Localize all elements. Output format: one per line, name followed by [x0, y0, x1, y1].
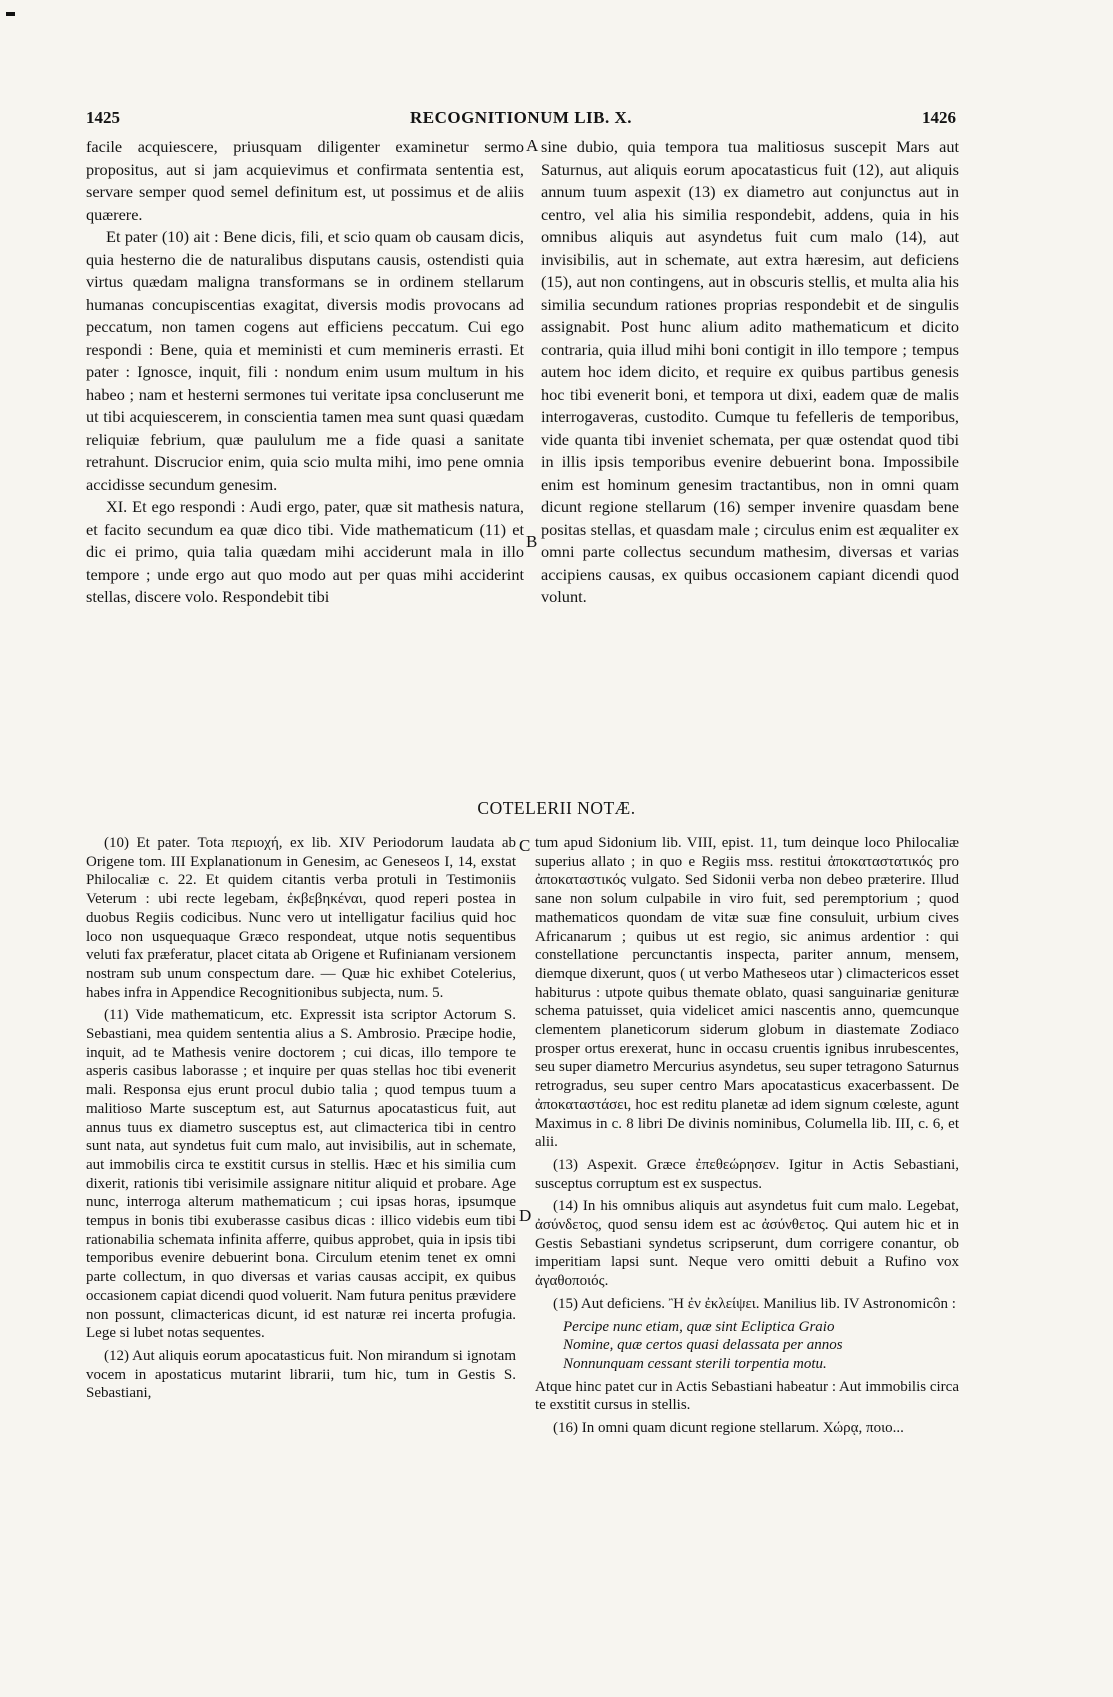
- margin-letter-a: A: [526, 136, 539, 155]
- note-paragraph: (15) Aut deficiens. Ἢ ἐν ἐκλείψει. Manilius lib. IV Astronomicôn :: [553, 1295, 956, 1312]
- note-paragraph: (12) Aut aliquis eorum apocatasticus fuit. Non mirandum si ignotam vocem in apostaticus mutarint librarii, tum hic, tum in Gestis S. Sebastiani,: [86, 1347, 516, 1402]
- main-text-left-column: [86, 136, 524, 609]
- poem-line: Percipe nunc etiam, quæ sint Ecliptica Graio: [563, 1318, 835, 1335]
- margin-letter-c: C: [519, 836, 531, 855]
- page-number-right: 1426: [922, 108, 956, 127]
- note-paragraph: (11) Vide mathematicum, etc. Expressit ista scriptor Actorum S. Sebastiani, mea quidem sententia alius a S. Ambrosio. Præcipe hodie, inquit, ad te Mathesis venire doctorem ; cui dicas, illo tempore te asperis casibus laborasse ; et inquire per quas stellas hoc tibi evenerit mali. Responsa ejus erunt procul dubio talia ; quod tempus tuum a malitioso Marte susceptum est, aut Saturnus apocatasticus fuit, aut annus tuus ex diametro susceptus est, aut climacterica tibi in centro sunt nata, aut syndetus fuit cum malo, aut invisibilis, aut in schemate, aut immobilis circa te exstitit cursus in stellis. Hæc et his similia cum dixerit, rationis tibi verisimile assignare nititur aliquid et probare. Age nunc, interroga alterum mathematicum ; cui ipsas horas, ipsumque tempus in bonis tibi exuberasse casibus dicas : illico videbis eum tibi rationabilia schemata infinita afferre, quibus approbet, quia in ipsis tibi temporibus evenire debuerint bona. Circulum etenim tenet ex omni parte collectum, in quo diversas et varias causas accipit, ex quibus occasionem capiat dicendi quod voluerit. Nam futura penitus prævidere non possunt, climactericas dicunt, id est naturæ rei incerta profugia. Lege si lubet notas sequentes.: [86, 1007, 516, 1342]
- note-paragraph: (10) Et pater. Tota περιοχή, ex lib. XIV Periodorum laudata ab Origene tom. III Explanationum in Genesim, ac Geneseos I, 14, exstat Philocaliæ c. 22. Et quidem citantis verba protuli in Testimoniis Veterum : ubi recte legebam, ἐκβεβηκέναι, quod reperi postea in duobus Regiis codicibus. Nunc vero ut intelligatur facilius quid hoc loco non usquequaque Græco respondeat, utque notis sequentibus veluti fax præferatur, placet citata ab Origene et Rufinianam versionem nostram sub unum conspectum dare. — Quæ hic exhibet Cotelerius, habes infra in Appendice Recognitionibus subjecta, num. 5.: [86, 835, 516, 1001]
- notes-right-column: [535, 834, 959, 1442]
- poem-line: Nomine, quæ certos quasi delassata per annos: [563, 1337, 843, 1354]
- note-paragraph: tum apud Sidonium lib. VIII, epist. 11, tum deinque loco Philocaliæ superius allato ; in quo e Regiis mss. restitui ἀποκαταστατικός pro ἀποκαταστικός vulgato. Sed Sidonii verba non debeo præterire. Illud sane non solum culpabile in viro fuit, sed peremptorium ; quod mathematicos quondam de vitæ suæ fine consuluit, urbium cives Africanarum ; quibus ut est regio, sic animus ardentior : qui constellatione percunctantis inspecta, pariter annum, mensem, diemque dixerunt, quos ( ut verbo Matheseos utar ) climactericos esset habiturus : utpote quibus thematе oblato, quasi sanguinariæ genituræ schema patuisset, quia videlicet amici nascentis anno, quemcunque clementem planeticorum siderum globum in diastemate Zodiaco prosper ortus erexerat, hunc in occasu cruentis ignibus inrubescentes, seu super diametro Mercurius asyndetus, seu super tetragono Saturnus retrogradus, seu super centro Mars apocatasticus exacerbassent. De ἀποκαταστάσει, hoc est reditu planetæ ad idem signum cœleste, agunt Maximus in c. 8 libri De divinis nominibus, Columella lib. III, c. 6, et alii.: [535, 835, 959, 1151]
- text-paragraph: Et pater (10) ait : Bene dicis, fili, et scio quam ob causam dicis, quia hesterno die de naturalibus disputans causis, ostendisti quia virtus quædam maligna transformans se in ordinem stellarum humanas concupiscentias exagitat, diversis modis provocans ad peccatum, non tamen cogens aut efficiens peccatum. Cui ego respondi : Bene, quia et meministi et cum memineris errasti. Et pater : Ignosce, inquit, fili : nondum enim usum multum in his habeo ; nam et hesterni sermones tui veritate ipsa concluserunt me ut tibi acquiescerem, in conscientia tamen mea sunt quasi quædam reliquiæ febrium, quæ paululum me a fide quasi a sanitate retrahunt. Discrucior enim, quia scio multa mihi, imo pene omnia accidisse secundum genesim.: [86, 227, 524, 494]
- note-paragraph: (16) In omni quam dicunt regione stellarum. Χώρᾳ, ποιο...: [553, 1420, 904, 1437]
- running-title: RECOGNITIONUM LIB. X.: [409, 108, 633, 127]
- page-number-left: 1425: [86, 108, 120, 127]
- text-paragraph: XI. Et ego respondi : Audi ergo, pater, quæ sit mathesis natura, et facito secundum ea quæ dico tibi. Vide mathematicum (11) et dic ei primo, quia talia quædam mihi acciderunt mala in illo tempore ; unde ergo aut quo modo aut per quas mihi acciderint stellas, discere volo. Respondebit tibi: [86, 497, 524, 606]
- main-text-right-column: [541, 136, 959, 609]
- note-paragraph: (14) In his omnibus aliquis aut asyndetus fuit cum malo. Legebat, ἀσύνδετος, quod sensu idem est ac ἀσύνθετος. Qui autem hic et in Gestis Sebastiani syndetus scripserunt, dum corrigere conantur, ob imperitiam lapsi sunt. Neque vero omitti debuit a Rufino vox ἀγαθοποιός.: [535, 1198, 959, 1290]
- text-paragraph: sine dubio, quia tempora tua malitiosus suscepit Mars aut Saturnus, aut aliquis eorum apocatasticus fuit (12), aut aliquis annum tuum aspexit (13) ex diametro aut conjunctus aut in centro, vel alia his similia respondebit, addens, quia in his omnibus aliquis aut asyndetus fuit cum malo (14), aut invisibilis, aut in schemate, aut extra hæresim, aut deficiens (15), aut non contingens, aut in obscuris stellis, et multa alia his similia secundum rationes proprias respondebit et de singulis assignabit. Post hunc alium adito mathematicum et dicito contraria, quia illud mihi boni contigit in illo tempore ; tempus autem hoc idem dicito, et require ex quibus partibus genesis hoc tibi evenerit boni, et tempora ut dixi, eadem quæ de malis interrogaveras, custodito. Cumque tu fefelleris de temporibus, vide quanta tibi inveniet schemata, per quæ ostendat quod tibi in illis ipsis temporibus evenire debuerint bona. Impossibile enim est hominum genesim tractantibus, non in omni quam dicunt regione stellarum (16) semper invenire quasdam bene positas stellas, et quasdam male ; circulus enim est æqualiter ex omni parte collectus secundum mathesim, diversas et varias accipiens causas, ex quibus occasionem capiant dicendi quod volunt.: [541, 137, 959, 606]
- scan-mark: [6, 12, 15, 16]
- notes-left-column: [86, 834, 516, 1407]
- page-header: [86, 108, 956, 132]
- note-paragraph: Atque hinc patet cur in Actis Sebastiani habeatur : Aut immobilis circa te exstitit cursus in stellis.: [535, 1378, 959, 1414]
- poem-quotation: [535, 1318, 959, 1374]
- text-paragraph: facile acquiescere, priusquam diligenter examinetur sermo propositus, aut si jam acquievimus et confirmata sententia est, servare semper quod semel definitum est, ut possimus et de aliis quærere.: [86, 137, 524, 224]
- margin-letter-d: D: [519, 1206, 532, 1225]
- poem-line: Nonnunquam cessant sterili torpentia motu.: [563, 1355, 827, 1372]
- margin-letter-b: B: [526, 532, 538, 551]
- notes-title: COTELERII NOTÆ.: [477, 798, 636, 818]
- note-paragraph: (13) Aspexit. Græce ἐπεθεώρησεν. Igitur in Actis Sebastiani, susceptus corruptum est ex suspectus.: [535, 1156, 959, 1192]
